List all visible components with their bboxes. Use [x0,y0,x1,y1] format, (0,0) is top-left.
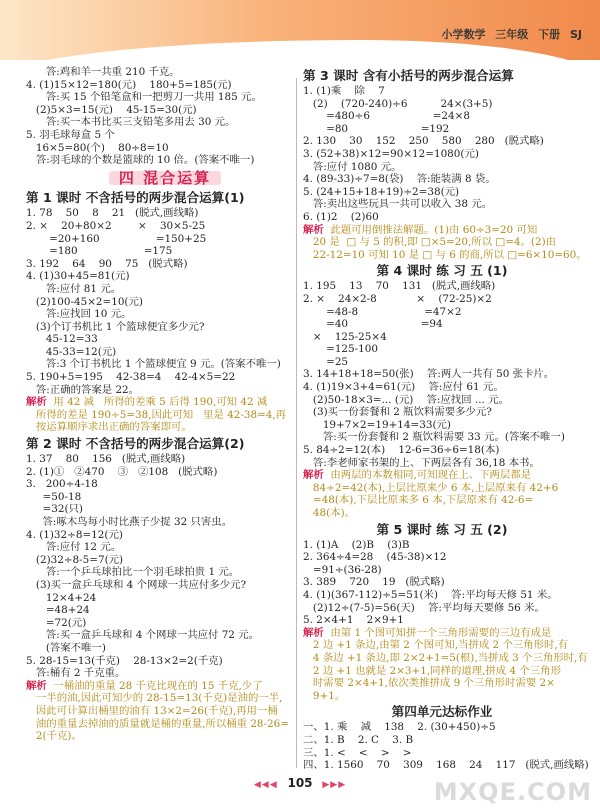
answer-line: 1. 78 50 8 21 (脱式,画线略) [26,207,199,220]
lesson-heading: 第 4 课时 练 习 五 (1) [376,263,508,279]
answer-line: 1. (1)A (2)B (3)B [303,538,410,551]
answer-line: 答:李老师家书架的上、下两层各有 36,18 本书。 [303,456,540,469]
answer-line: 3. (52+38)×12=90×12=1080(元) [303,147,479,160]
answer-line: 答:买一本书比买三支铅笔多用去 30 元。 [26,116,236,129]
explanation-line: 48(本)。 [303,507,356,519]
explanation-line: 时需要 2×4+1,依次类推拼成 9 个三角形时需要 2× [303,677,555,690]
answer-line: 答:3 个订书机比 1 个篮球便宜 9 元。(答案不唯一) [26,358,281,371]
answer-line: 5. 84÷2=12(本) 12-6=36÷6=18(本) [303,444,500,457]
explanation-line: 2 边 +1 条边,由第 2 个图可知,当拼成 2 个三角形时,有 [303,639,569,652]
next-arrows-icon: ▶▶▶ [322,780,347,790]
answer-line: (3)买一份套餐和 2 瓶饮料需要多少元? [303,406,492,419]
answer-line: =32(只) [26,503,83,516]
answer-line: 5. (24+15+18+19)÷2=38(元) [303,185,460,198]
explanation-line: 按运算顺序求出正确的答案即可。 [26,421,192,434]
explanation-label: 解析 [303,469,324,482]
answer-line: =48-8 =47×2 [303,305,462,318]
answer-line: (3)买一盒乒乓球和 4 个网球一共应付多少元? [26,578,247,591]
answer-line: 四、1. 1560 70 309 168 24 117 (脱式,画线略) [303,759,589,772]
left-column [26,66,304,743]
lesson-heading: 第 3 课时 含有小括号的两步混合运算 [303,68,514,83]
answer-line: 1. 195 13 70 131 (脱式,画线略) [303,280,496,293]
watermark-logo: MXQE.COM [433,778,592,806]
answer-line: 答:买一份套餐和 2 瓶饮料需要 33 元。(答案不唯一) [303,431,565,444]
answer-line: =125-100 [303,343,379,356]
answer-line: × 125-25×4 [303,330,387,343]
explanation-line: 油的重量去掉油的质量就是桶的重量,所以桶重 28-26= [26,717,289,730]
answer-line: 三、1. < < > > [303,746,412,759]
answer-line: 答:应付 12 元。 [26,541,122,554]
explanation-text: 由两层的本数相同,可知现在上、下两层都是 [323,469,532,482]
explanation-text: 用 42 减 所得的差乘 5 后得 190,可知 42 减 [46,396,268,409]
answer-line: 答:卖出这些玩具一共可以收入 38 元。 [303,198,493,211]
explanation-text: 一桶油的重量 28 千克比现在的 15 千克,少了 [46,679,263,692]
answer-line: (2)12÷(7-5)=56(天) 答:平均每天要修 56 米。 [303,601,545,614]
answer-line: =25 [303,355,349,368]
answer-line: 4. (1)30+45=81(元) [26,270,130,283]
explanation-line: 84÷2=42(本),上层比原来少 6 本,上层原来有 42+6 [303,481,559,494]
answer-line: 3. 14+18+18=50(张) 答:两人一共有 50 张卡片。 [303,368,555,381]
answer-line: 答:应付 81 元。 [26,282,122,295]
answer-line: 3. 200÷4-18 [26,478,98,491]
right-column [303,66,589,772]
answer-line: 4. (89-33)÷7=8(袋) 答:能装满 8 袋。 [303,173,496,186]
answer-line: =40 =94 [303,318,443,331]
answer-line: 5. 190+5=195 42-38=4 42-4×5=22 [26,371,236,384]
header-subject: 小学数学 [441,28,486,41]
answer-line: 答:应付 1080 元。 [303,160,402,173]
answer-line: 5. 羽毛球每盒 5 个 [26,128,115,141]
explanation-line: 一半的油,因此可知少的 28-15=13(千克)是油的一半, [26,692,283,705]
answer-line: =20+160 =150+25 [26,232,207,245]
answer-line: 4. (1)(367-112)÷5=51(米) 答:平均每天修 51 米。 [303,588,558,601]
explanation-label: 解析 [303,223,324,236]
answer-line: 答:买一盒乒乓球和 4 个网球一共应付 72 元。 [26,629,260,642]
answer-line: 19+7×2=19+14=33(元) [303,418,451,431]
page-header-info [441,26,582,42]
answer-line: 5. 28-15=13(千克) 28-13×2=2(千克) [26,654,223,667]
lesson-heading: 第 2 课时 不含括号的两步混合运算(2) [26,436,245,452]
answer-line: (2)100-45×2=10(元) [26,295,143,308]
answer-line: =72(元) [26,616,87,629]
header-edition: SJ [569,28,582,41]
unit-title-text: 四 混合运算 [109,171,221,186]
answer-line: 16×5=80(个) 80÷8=10 [26,141,169,154]
page-number: 105 [287,776,313,790]
answer-line: (2)32÷8-5=7(元) [26,553,124,566]
answer-line: (3)个订书机比 1 个篮球便宜多少元? [26,320,205,333]
explanation-line [26,396,304,409]
answer-line: 答:一个乒乓球拍比一个羽毛球拍贵 1 元。 [26,566,240,579]
explanation-line: 2(千克)。 [26,730,82,743]
explanation-line [303,469,581,482]
answer-line: =180 =175 [26,245,173,258]
answer-line: 答:鸡和羊一共重 210 千克。 [26,66,180,78]
answer-line: 二、1. B 2. C 3. B [303,733,414,746]
explanation-text: 此题可用倒推法解题。(1)由 60÷3=20 可知 [323,223,538,236]
answer-line: 答:啄木鸟每小时比燕子少捉 32 只害虫。 [26,516,233,528]
unit-title [26,168,304,187]
explanation-line [303,224,581,237]
answer-line: 3. 389 720 19 (脱式略) [303,576,445,589]
answer-line: =91÷(36-28) [303,563,382,576]
answer-line: 2. 130 30 152 250 580 280 (脱式略) [303,135,544,148]
answer-line: =480÷6 =24×8 [303,110,470,123]
answer-line: 45-33=12(元) [26,345,117,358]
explanation-label: 解析 [26,679,47,692]
answer-line: =80 =192 [303,122,450,135]
lesson-heading: 第 5 课时 练 习 五 (2) [376,521,508,537]
answer-line: 答:正确的答案是 22。 [26,383,140,396]
answer-line: 4. (1)32÷8=12(元) [26,528,123,541]
answer-line: 1. 37 80 156 (脱式,画线略) [26,453,186,466]
explanation-line: 20 是 □ 与 5 的积,即 □×5=20,所以 □=4。(2)由 [303,236,557,249]
answer-line: 一、1. 乘 减 138 2. (30+450)÷5 [303,721,496,734]
answer-line: 2. 364÷4=28 (45-38)×12 [303,551,447,564]
explanation-line: 所得的差是 190÷5=38,因此可知 里是 42-38=4,再 [26,408,287,421]
answer-line: 2. (1)① ②470 ③ ②108 (脱式略) [26,465,218,478]
answer-line: 6. (1)2 (2)60 [303,210,379,223]
explanation-line [303,627,581,640]
prev-arrows-icon: ◀◀◀ [253,780,278,790]
explanation-line: 因此可计算出桶里的油有 13×2=26(千克),再用一桶 [26,704,278,717]
explanation-text: 由第 1 个图可知拼一个三角形需要的三边有成是 [323,626,552,639]
answer-line: =48+24 [26,604,90,617]
explanation-line: 2 边 +1 也就是 2×3+1,同样的道理,拼成 4 个三角形 [303,664,561,677]
explanation-label: 解析 [303,626,324,639]
answer-line: (答案不唯一) [26,641,106,654]
lesson-heading: 第 1 课时 不含括号的两步混合运算(1) [26,190,245,206]
explanation-line: 22-12=10 可知 10 是 □ 与 6 的商,所以 □=6×10=60。 [303,248,587,261]
explanation-line: 4 条边 +1 条边,即 2×2+1=5(根),当拼成 3 个三角形时,有 [303,651,588,664]
answer-line: =50-18 [26,490,82,503]
answer-line: (2) (720-240)÷6 24×(3+5) [303,97,493,110]
answer-line: 答:桶有 2 千克重。 [26,667,126,680]
answer-line: 4. (1)15×12=180(元) 180+5=185(元) [26,78,232,91]
answer-line: 3. 192 64 90 75 (脱式略) [26,257,188,270]
answer-line: 答:应找回 10 元。 [26,308,132,321]
explanation-line: =48(本),下层比原来多 6 本,下层原来有 42-6= [303,494,534,507]
explanation-label: 解析 [26,396,47,409]
answer-line: 2. × 20+80×2 × 30×5-25 [26,219,206,232]
answer-line: 2. × 24×2-8 × (72-25)×2 [303,292,492,305]
answer-line: 答:买 15 个铅笔盒和一把剪刀一共用 185 元。 [26,91,262,104]
answer-line: 45-12=33 [26,333,98,346]
explanation-line [26,680,304,693]
header-grade: 三年级 [495,28,529,41]
answer-line: 答:羽毛球的个数是篮球的 10 倍。(答案不唯一) [26,154,255,167]
answer-line: 5. 2×4+1 2×9+1 [303,614,404,627]
explanation-line: 9+1。 [303,689,346,702]
answer-line: 1. (1)乘 除 7 [303,85,385,97]
answer-line: 4. (1)19×3+4=61(元) 答:应付 61 元。 [303,381,504,394]
answer-line: (2)50-18×3=... (元) 答:应找回 ... 元。 [303,393,509,406]
header-volume: 下册 [538,28,561,41]
lesson-heading: 第四单元达标作业 [391,704,493,720]
answer-line: 12×4+24 [26,591,97,604]
answer-line: (2)5×3=15(元) 45-15=30(元) [26,103,197,116]
